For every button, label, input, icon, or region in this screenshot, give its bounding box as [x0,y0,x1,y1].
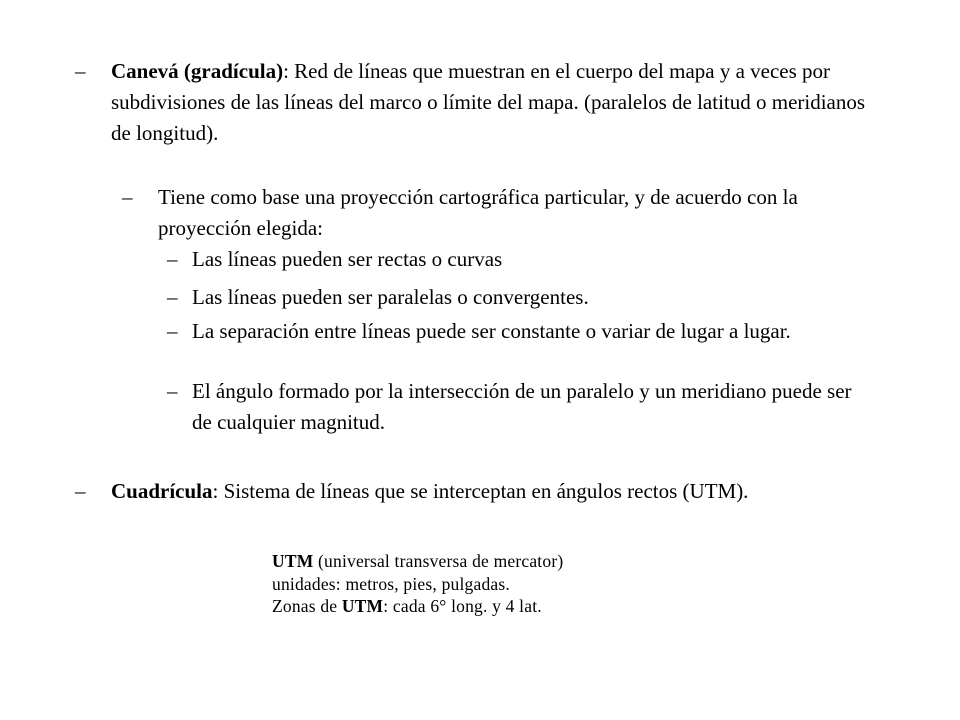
bullet-caneva [75,56,875,149]
subbullet-text: Las líneas pueden ser rectas o curvas [192,247,503,271]
term-cuadricula: Cuadrícula [111,479,213,503]
bullet-dash: – [167,379,178,403]
bullet-text [111,476,875,507]
definition-caneva: : Red de líneas que muestran en el cuerpo del mapa y a veces por subdivisiones de las líneas del marco o límite del mapa. (paralelos de latitud o meridianos de longitud). [111,59,866,145]
subbullet-text: El ángulo formado por la intersección de un paralelo y un meridiano puede ser de cualquier magnitud. [192,379,852,434]
utm-term: UTM [272,551,314,571]
subbullet-separacion [167,316,867,347]
subbullet-lineas-paralelas [167,282,867,313]
subbullet-text: Las líneas pueden ser paralelas o convergentes. [192,285,589,309]
bullet-text: Tiene como base una proyección cartográfica particular, y de acuerdo con la proyección elegida: [158,185,798,240]
term-caneva: Canevá (gradícula) [111,59,284,83]
bullet-text [111,56,875,149]
utm-notes [272,550,563,618]
bullet-dash: – [167,285,178,309]
bullet-dash: – [167,319,178,343]
utm-zones-value: : cada 6° long. y 4 lat. [383,596,542,616]
subbullet-angulo [167,376,867,438]
bullet-dash: – [75,59,86,83]
utm-note-line-3 [272,595,563,618]
utm-note-line-1 [272,550,563,573]
bullet-cuadricula [75,476,875,507]
subbullet-text: La separación entre líneas puede ser constante o variar de lugar a lugar. [192,319,791,343]
bullet-dash: – [167,247,178,271]
utm-term: UTM [341,596,384,616]
bullet-tiene [122,182,882,244]
utm-definition: (universal transversa de mercator) [313,551,564,571]
utm-zones-label: Zonas de [272,596,342,616]
bullet-dash: – [122,185,133,209]
subbullet-lineas-rectas [167,244,867,275]
utm-note-line-2: unidades: metros, pies, pulgadas. [272,573,510,594]
bullet-dash: – [75,479,86,503]
definition-cuadricula: : Sistema de líneas que se interceptan en ángulos rectos (UTM). [212,479,749,503]
